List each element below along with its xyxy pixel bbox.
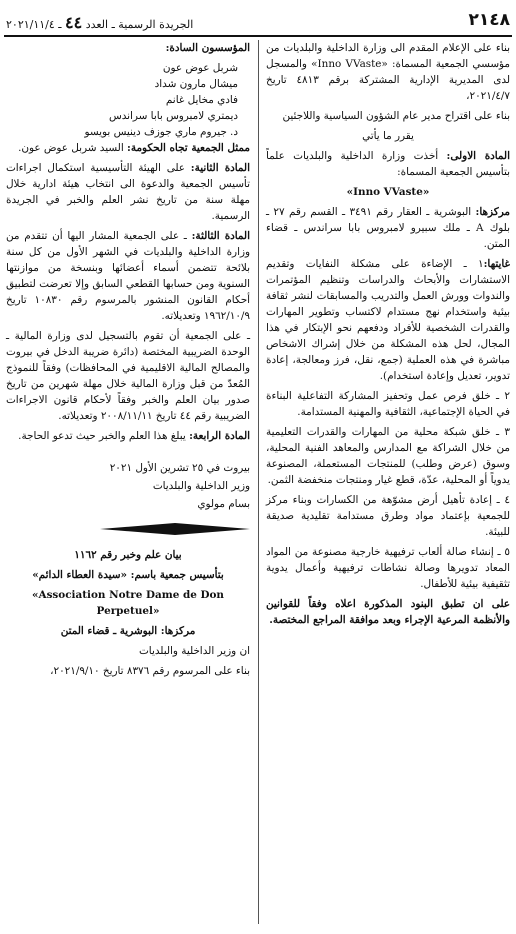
association-name: «Inno VVaste» — [346, 186, 430, 198]
gazette-title — [6, 13, 193, 32]
right-column — [266, 40, 510, 632]
decision-heading: يقرر ما يأتي — [362, 130, 414, 142]
notice-association-name: «Association Notre Dame de Don Perpetuel» — [32, 589, 224, 617]
article-3-label: المادة الثالثة: — [191, 230, 250, 242]
header-rule — [4, 35, 512, 37]
minister-title: وزير الداخلية والبلديات — [152, 480, 250, 492]
notice-preamble-2: بناء على المرسوم رقم ٨٣٧٦ تاريخ ٢٠٢١/٩/١٠، — [50, 665, 250, 677]
headquarters-label: مركزها: — [475, 206, 510, 218]
goals — [266, 256, 510, 384]
preamble-2: بناء على اقتراح مدير عام الشؤون السياسية واللاجئين — [282, 110, 510, 122]
founder-item: فادي مخايل غانم — [165, 94, 238, 106]
page-header — [6, 10, 510, 34]
article-3 — [6, 228, 250, 324]
left-column — [6, 40, 250, 683]
goal-3: ٣ ـ خلق شبكة محلية من المهارات والقدرات التعليمية من خلال الشراكة مع المدارس والمعاهد الفنية المحلية، وسوق (عرض وطلب) للمنتجات المستعملة، المصنوعة يدوياً أو المحلية، عدّة، قطع غيار ومنتجات منخفضة الثمن. — [266, 426, 510, 486]
goal-2: ٢ ـ خلق فرص عمل وتحفيز المشاركة التفاعلية البناءة في الحياة الإجتماعية، الثقافية والمهنية المستدامة. — [266, 390, 510, 418]
goal-5: ٥ ـ إنشاء صالة ألعاب ترفيهية خارجية مصنوعة من المواد المعاد تدويرها وصالة نشاطات ترفيهية وأعمال يدوية تثقيفية بيئية للأطفال. — [266, 546, 510, 590]
article-1-label: المادة الاولى: — [446, 150, 510, 162]
minister-name: بسام مولوي — [197, 498, 250, 510]
headquarters-text: البوشرية ـ العقار رقم ٣٤٩١ ـ القسم رقم ٢٧ ـ بلوك A ـ ملك سبيرو لامبروس بابا سراندس ـ قضاء المتن. — [266, 206, 510, 250]
founder-item: ميشال مارون شداد — [154, 78, 238, 90]
goal-4: ٤ ـ إعادة تأهيل أرض مشوّهة من الكسارات وبناء مركز للجمعية بإعتماد مواد وطرق مستدامة تقليدية صديقة للبيئة. — [266, 494, 510, 538]
founder-item: شربل عوض عون — [162, 62, 238, 74]
founders-label: المؤسسون السادة: — [165, 42, 250, 54]
page-number: ٢١٤٨ — [468, 10, 510, 30]
founder-item: ديمتري لامبروس بابا سراندس — [109, 110, 238, 122]
article-2 — [6, 160, 250, 224]
notice-title: بيان علم وخبر رقم ١١٦٢ — [74, 549, 182, 561]
article-1 — [266, 148, 510, 180]
gazette-name: الجريدة الرسمية ـ العدد — [85, 18, 194, 31]
column-separator — [258, 40, 259, 924]
article-2-label: المادة الثانية: — [190, 162, 250, 174]
article-4-text: يبلغ هذا العلم والخبر حيث تدعو الحاجة. — [18, 430, 186, 442]
article-1-text: أخذت وزارة الداخلية والبلديات علماً بتأسيس الجمعية المسماة: — [266, 150, 510, 178]
founder-item: د. جيروم ماري جوزف دينيس بويسو — [84, 126, 238, 138]
representative-text: السيد شربل عوض عون. — [18, 142, 124, 154]
issue-date: ـ ٢٠٢١/١١/٤ — [6, 18, 62, 31]
issue-number: ٤٤ — [65, 13, 83, 32]
headquarters — [266, 204, 510, 252]
article-2-text: على الهيئة التأسيسية استكمال اجراءات تأسيس الجمعية والدعوة الى انتخاب هيئة ادارية خلال مهلة سنة من تاريخ نشر العلم والخبر في الجريدة الرسمية. — [6, 162, 250, 222]
goal-1: ١ ـ الإضاءة على مشكلة النفايات وتقديم الاستشارات والأبحاث والدراسات وتنظيم المؤتمرات والندوات وورش العمل والتدريب والمسابقات لنشر ثقافة بيئية واستخدام نهج مستدام لاكتساب وتطوير المهارات والقدرات الشخصية للأفراد ودفعهم نحو الإبتكار في هذا المجال، لحل هذه المشكلة من خلال إشراك الاشخاص مباشرة في هذه العملية (جمع، نقل، فرز ومعالجة، إعادة تدوير، تعديل وإعادة استخدام). — [266, 258, 510, 382]
representative-label: ممثل الجمعية تجاه الحكومة: — [127, 142, 250, 154]
notice-preamble-1: ان وزير الداخلية والبلديات — [139, 645, 250, 657]
article-3-text: ـ على الجمعية المشار اليها أن تتقدم من وزارة الداخلية والبلديات في الشهر الأول من كل سنة بلائحة تتضمن أسماء أعضائها وبنسخة من موازنتها السنوية ومن حسابها القطعي السابق وإلا تعرضت لتطبيق أحكام القانون المنشور بالمرسوم رقم ١٠٨٣٠ تاريخ ١٩٦٢/١٠/٩ وتعديلاته. — [6, 230, 251, 322]
goals-label: غايتها: — [483, 258, 510, 270]
divider-ornament — [100, 522, 250, 536]
article-4-label: المادة الرابعة: — [189, 430, 250, 442]
article-4 — [6, 428, 250, 444]
government-representative — [6, 140, 250, 156]
preamble-1: بناء على الإعلام المقدم الى وزارة الداخلية والبلديات من مؤسسي الجمعية المسماة: «Inno VVaste» والمسجل لدى المديرية الإدارية المشتركة برقم ٤٨١٣ تاريخ ٢٠٢١/٤/٧، — [266, 42, 510, 102]
signature-date: بيروت في ٢٥ تشرين الأول ٢٠٢١ — [109, 462, 250, 474]
closing-clause: على ان تطبق البنود المذكورة اعلاه وفقاً للقوانين والأنظمة المرعية الإجراء وبعد موافقة المراجع المختصة. — [266, 598, 510, 626]
notice-headquarters: مركزها: البوشرية ـ قضاء المتن — [60, 625, 196, 637]
article-3-tax: ـ على الجمعية أن تقوم بالتسجيل لدى وزارة المالية ـ الوحدة الضريبية المختصة (دائرة ضريبة الدخل في بيروت والمصالح المالية الاقليمية في المحافظات) وفقاً للنموذج المُعدّ من قبل وزارة المالية خلال مهلة شهرين من تاريخ صدور بيان العلم والخبر وفقاً لأحكام قانون الاجراءات الضريبية رقم ٤٤ تاريخ ٢٠٠٨/١١/١١ وتعديلاته. — [6, 330, 250, 422]
notice-subtitle: بتأسيس جمعية باسم: «سيدة العطاء الدائم» — [32, 569, 224, 581]
